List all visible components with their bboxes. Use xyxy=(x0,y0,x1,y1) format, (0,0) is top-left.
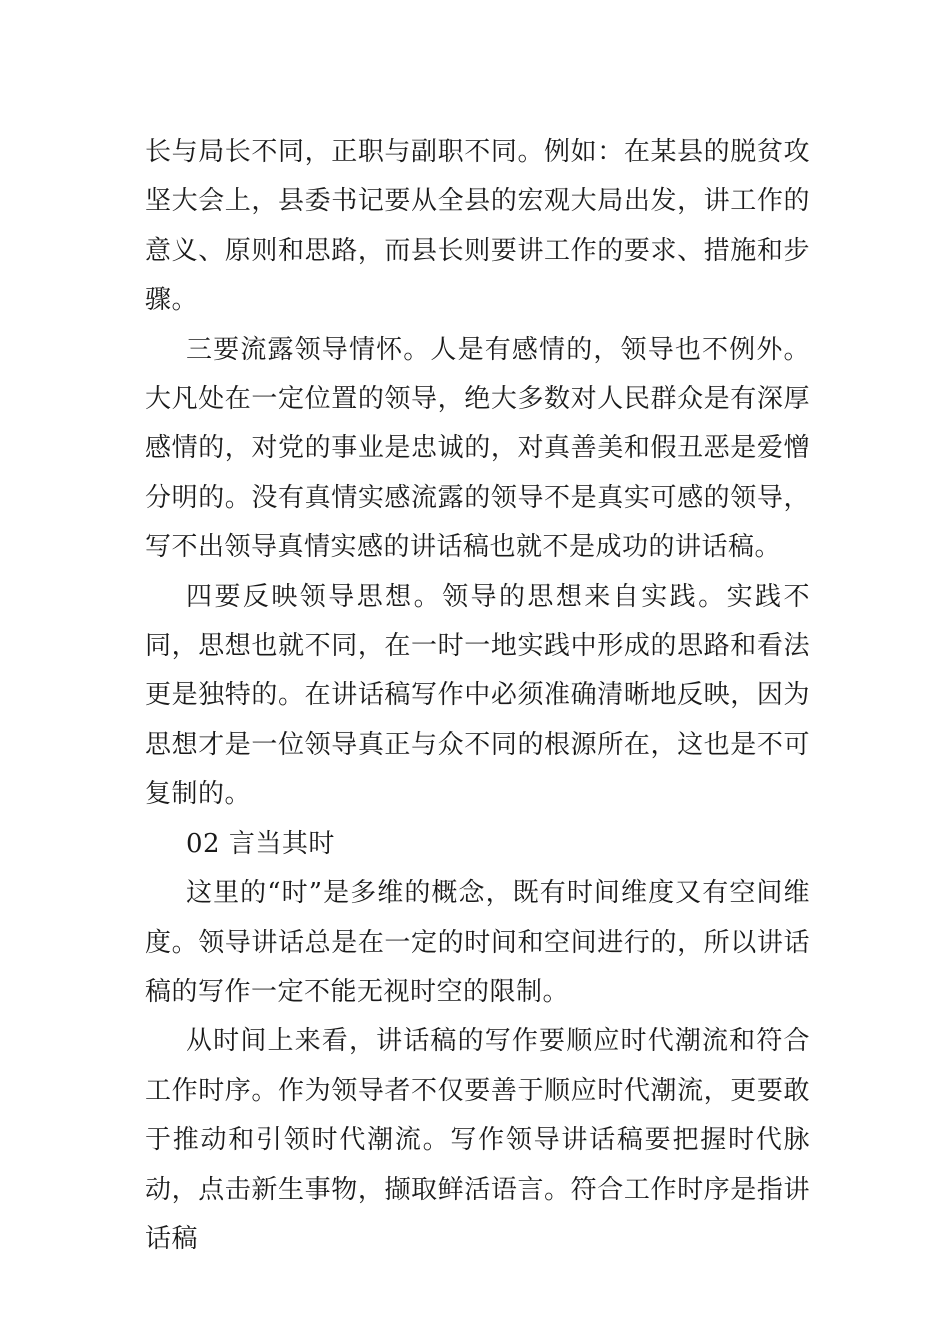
paragraph-emotion: 三要流露领导情怀。人是有感情的，领导也不例外。大凡处在一定位置的领导，绝大多数对人民群众是有深厚感情的，对党的事业是忠诚的，对真善美和假丑恶是爱憎分明的。没有真情实感流露的领导不是真实可感的领导，写不出领导真情实感的讲话稿也就不是成功的讲话稿。 xyxy=(145,334,810,563)
paragraph-continuation: 长与局长不同，正职与副职不同。例如：在某县的脱贫攻坚大会上，县委书记要从全县的宏观大局出发，讲工作的意义、原则和思路，而县长则要讲工作的要求、措施和步骤。 xyxy=(145,137,810,316)
paragraph-time-concept: 这里的“时”是多维的概念，既有时间维度又有空间维度。领导讲话总是在一定的时间和空间进行的，所以讲话稿的写作一定不能无视时空的限制。 xyxy=(145,878,810,1007)
document-body xyxy=(145,128,810,1264)
section-heading: 02 言当其时 xyxy=(186,828,335,859)
paragraph-thought: 四要反映领导思想。领导的思想来自实践。实践不同，思想也就不同，在一时一地实践中形成的思路和看法更是独特的。在讲话稿写作中必须准确清晰地反映，因为思想才是一位领导真正与众不同的根源所在，这也是不可复制的。 xyxy=(145,581,810,810)
paragraph-time-perspective: 从时间上来看，讲话稿的写作要顺应时代潮流和符合工作时序。作为领导者不仅要善于顺应时代潮流，更要敢于推动和引领时代潮流。写作领导讲话稿要把握时代脉动，点击新生事物，撷取鲜活语言。符合工作时序是指讲话稿 xyxy=(145,1026,810,1254)
